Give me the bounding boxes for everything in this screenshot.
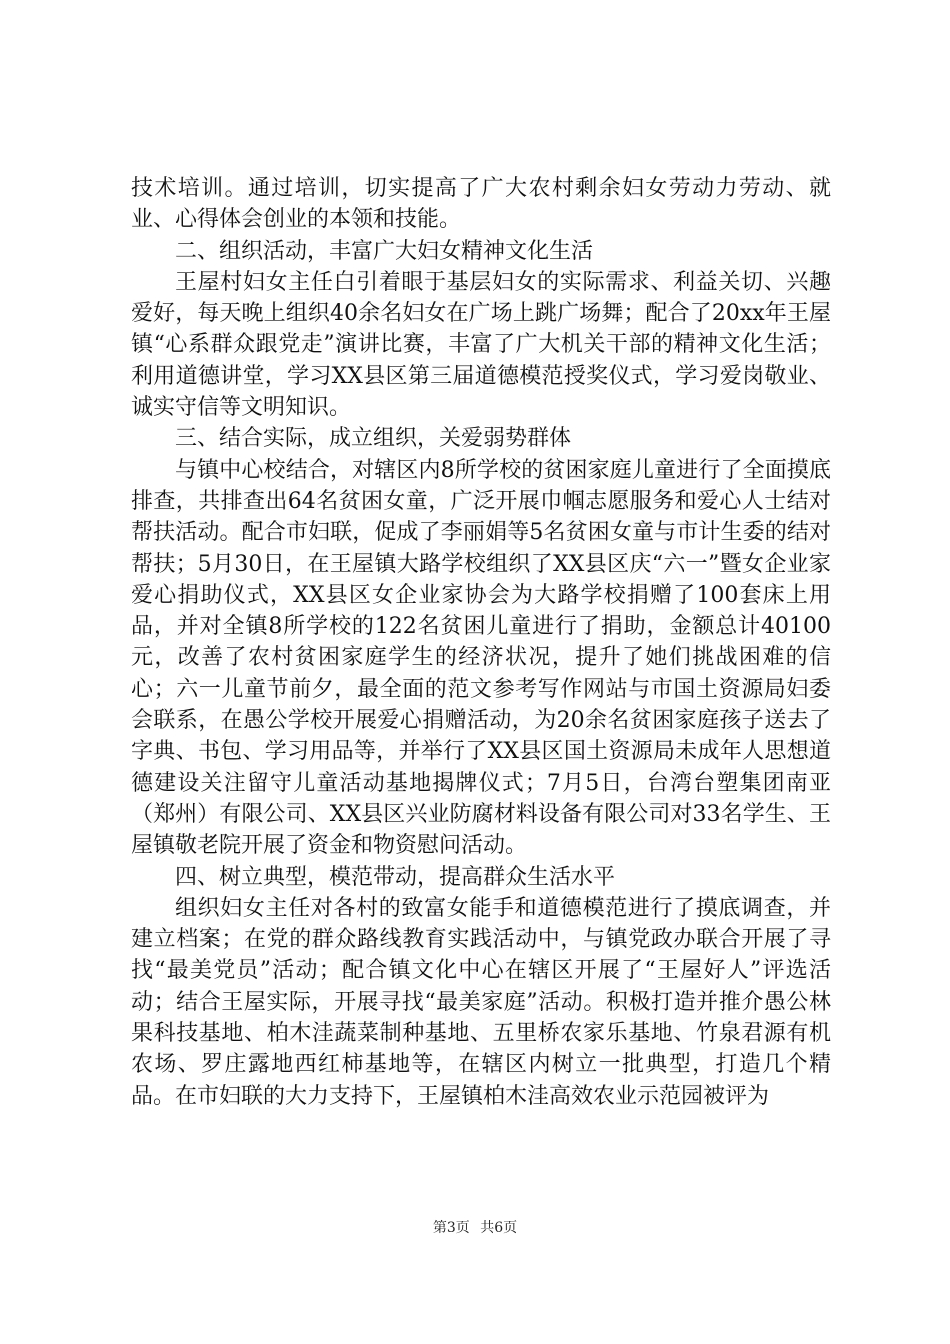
paragraph-3: 王屋村妇女主任白引着眼于基层妇女的实际需求、利益关切、兴趣爱好，每天晚上组织40余名妇女在广场上跳广场舞；配合了20xx年王屋镇“心系群众跟党走”演讲比赛，丰富了广大机关干部的精神文化生活；利用道德讲堂，学习XX县区第三届道德模范授奖仪式，学习爱岗敬业、诚实守信等文明知识。: [131, 269, 831, 421]
page-footer: [0, 1217, 950, 1237]
page-number: 第3页: [432, 1220, 470, 1236]
document-body: [131, 173, 831, 1112]
section-heading-2: 二、组织活动，丰富广大妇女精神文化生活: [175, 238, 594, 264]
paragraph-5: 与镇中心校结合，对辖区内8所学校的贫困家庭儿童进行了全面摸底排查，共排查出64名贫困女童，广泛开展巾帼志愿服务和爱心人士结对帮扶活动。配合市妇联，促成了李丽娟等5名贫困女童与市计生委的结对帮扶；5月30日，在王屋镇大路学校组织了XX县区庆“六一”暨女企业家爱心捐助仪式，XX县区女企业家协会为大路学校捐赠了100套床上用品，并对全镇8所学校的122名贫困儿童进行了捐助，金额总计40100元，改善了农村贫困家庭学生的经济状况，提升了她们挑战困难的信心；六一儿童节前夕，最全面的范文参考写作网站与市国土资源局妇委会联系，在愚公学校开展爱心捐赠活动，为20余名贫困家庭孩子送去了字典、书包、学习用品等，并举行了XX县区国土资源局未成年人思想道德建设关注留守儿童活动基地揭牌仪式；7月5日，台湾台塑集团南亚（郑州）有限公司、XX县区兴业防腐材料设备有限公司对33名学生、王屋镇敬老院开展了资金和物资慰问活动。: [131, 457, 831, 859]
section-heading-4: 四、树立典型，模范带动，提高群众生活水平: [175, 864, 616, 890]
section-heading-3: 三、结合实际，成立组织，关爱弱势群体: [175, 426, 572, 452]
paragraph-1: 技术培训。通过培训，切实提高了广大农村剩余妇女劳动力劳动、就业、心得体会创业的本领和技能。: [131, 176, 831, 233]
page-total: 共6页: [480, 1220, 518, 1236]
paragraph-7: 组织妇女主任对各村的致富女能手和道德模范进行了摸底调查，并建立档案；在党的群众路线教育实践活动中，与镇党政办联合开展了寻找“最美党员”活动；配合镇文化中心在辖区开展了“王屋好人”评选活动；结合王屋实际，开展寻找“最美家庭”活动。积极打造并推介愚公林果科技基地、柏木洼蔬菜制种基地、五里桥农家乐基地、竹泉君源有机农场、罗庄露地西红柿基地等，在辖区内树立一批典型，打造几个精品。在市妇联的大力支持下，王屋镇柏木洼高效农业示范园被评为: [131, 895, 831, 1109]
